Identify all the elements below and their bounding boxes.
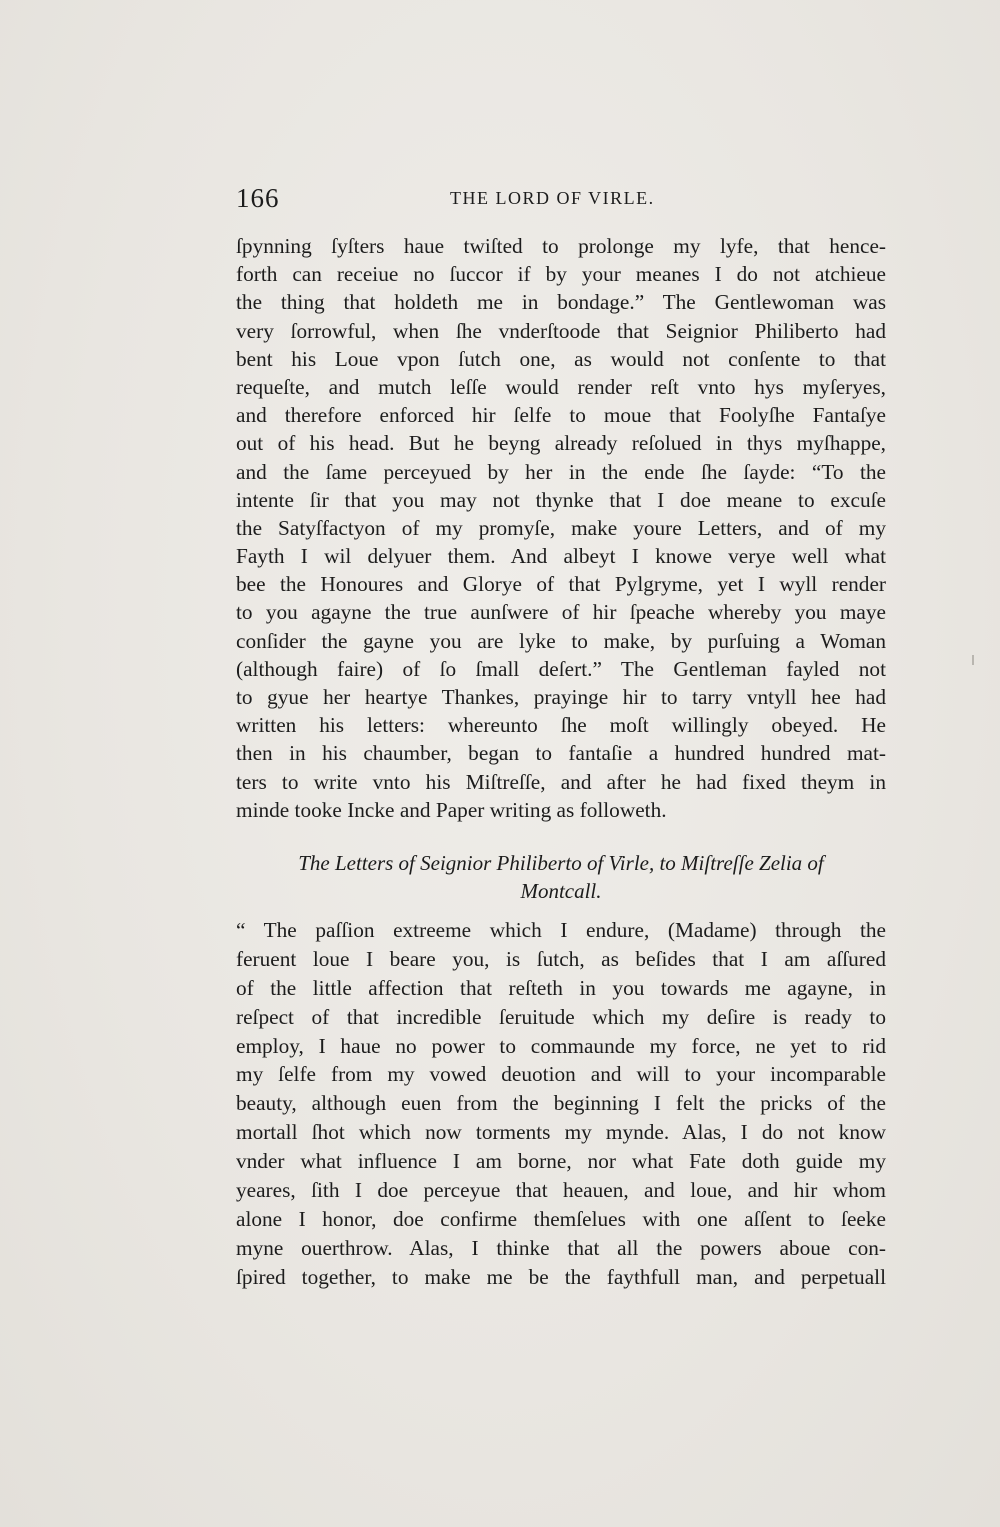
running-head <box>236 183 886 213</box>
text-line: requeſte, and mutch leſſe would render reſt vnto hys myſeryes, <box>236 374 886 399</box>
text-line: to you agayne the true aunſwere of hir ſpeache whereby you maye <box>236 600 886 625</box>
letter-text <box>236 916 886 1292</box>
text-line: to gyue her heartye Thankes, prayinge hir to tarry vntyll hee had <box>236 685 886 709</box>
letter-line: “ The paſſion extreeme which I endure, (Madame) through the <box>236 918 886 942</box>
letter-line: of the little affection that reſteth in you towards me agayne, in <box>236 975 886 1000</box>
letter-heading-line: Montcall. <box>520 879 602 903</box>
text-line: (although faire) of ſo ſmall deſert.” The Gentleman fayled not <box>236 656 886 681</box>
letter-line: mortall ſhot which now torments my mynde. Alas, I do not know <box>236 1120 886 1145</box>
page-number: 166 <box>236 183 280 213</box>
letter-line: employ, I haue no power to commaunde my force, ne yet to rid <box>236 1033 886 1058</box>
letter-heading-line: The Letters of Seignior Philiberto of Virle, to Miſtreſſe Zelia of <box>298 851 824 875</box>
letter-line: beauty, although euen from the beginning I felt the pricks of the <box>236 1091 886 1116</box>
letter-line: feruent loue I beare you, is ſutch, as beſides that I am aſſured <box>236 946 886 971</box>
letter-line: yeares, ſith I doe perceyue that heauen, and loue, and hir whom <box>236 1178 886 1203</box>
text-line: written his letters: whereunto ſhe moſt willingly obeyed. He <box>236 713 886 738</box>
body-text <box>236 232 886 824</box>
text-line: minde tooke Incke and Paper writing as followeth. <box>236 797 667 822</box>
text-line: intente ſir that you may not thynke that I doe meane to excuſe <box>236 487 886 512</box>
margin-mark <box>972 655 974 665</box>
text-line: very ſorrowful, when ſhe vnderſtoode that Seignior Philiberto had <box>236 318 886 343</box>
letter-line: myne ouerthrow. Alas, I thinke that all the powers aboue con- <box>236 1235 886 1260</box>
text-line: ters to write vnto his Miſtreſſe, and after he had fixed theym in <box>236 769 886 794</box>
text-line: then in his chaumber, began to fantaſie a hundred hundred mat- <box>236 741 886 766</box>
letter-line: ſpired together, to make me be the faythfull man, and perpetuall <box>236 1264 886 1289</box>
text-line: the Satyſfactyon of my promyſe, make youre Letters, and of my <box>236 515 886 540</box>
text-line: and therefore enforced hir ſelfe to moue that Foolyſhe Fantaſye <box>236 403 886 428</box>
text-line: bee the Honoures and Glorye of that Pylgryme, yet I wyll render <box>236 572 886 597</box>
text-line: Fayth I wil delyuer them. And albeyt I knowe verye well what <box>236 544 886 569</box>
text-line: the thing that holdeth me in bondage.” The Gentlewoman was <box>236 290 886 315</box>
text-line: conſider the gayne you are lyke to make, by purſuing a Woman <box>236 628 886 653</box>
text-line: and the ſame perceyued by her in the ende ſhe ſayde: “To the <box>236 459 886 484</box>
text-line: forth can receiue no ſuccor if by your meanes I do not atchieue <box>236 262 886 287</box>
letter-line: reſpect of that incredible ſeruitude which my deſire is ready to <box>236 1004 886 1029</box>
letter-heading <box>236 849 886 905</box>
text-line: bent his Loue vpon ſutch one, as would not conſente to that <box>236 346 886 371</box>
text-line: ſpynning ſyſters haue twiſted to prolonge my lyfe, that hence- <box>236 234 886 258</box>
text-line: out of his head. But he beyng already reſolued in thys myſhappe, <box>236 431 886 456</box>
letter-line: my ſelfe from my vowed deuotion and will to your incomparable <box>236 1062 886 1087</box>
running-title: THE LORD OF VIRLE. <box>450 188 655 208</box>
letter-line: alone I honor, doe confirme themſelues with one aſſent to ſeeke <box>236 1206 886 1231</box>
letter-line: vnder what influence I am borne, nor what Fate doth guide my <box>236 1149 886 1174</box>
